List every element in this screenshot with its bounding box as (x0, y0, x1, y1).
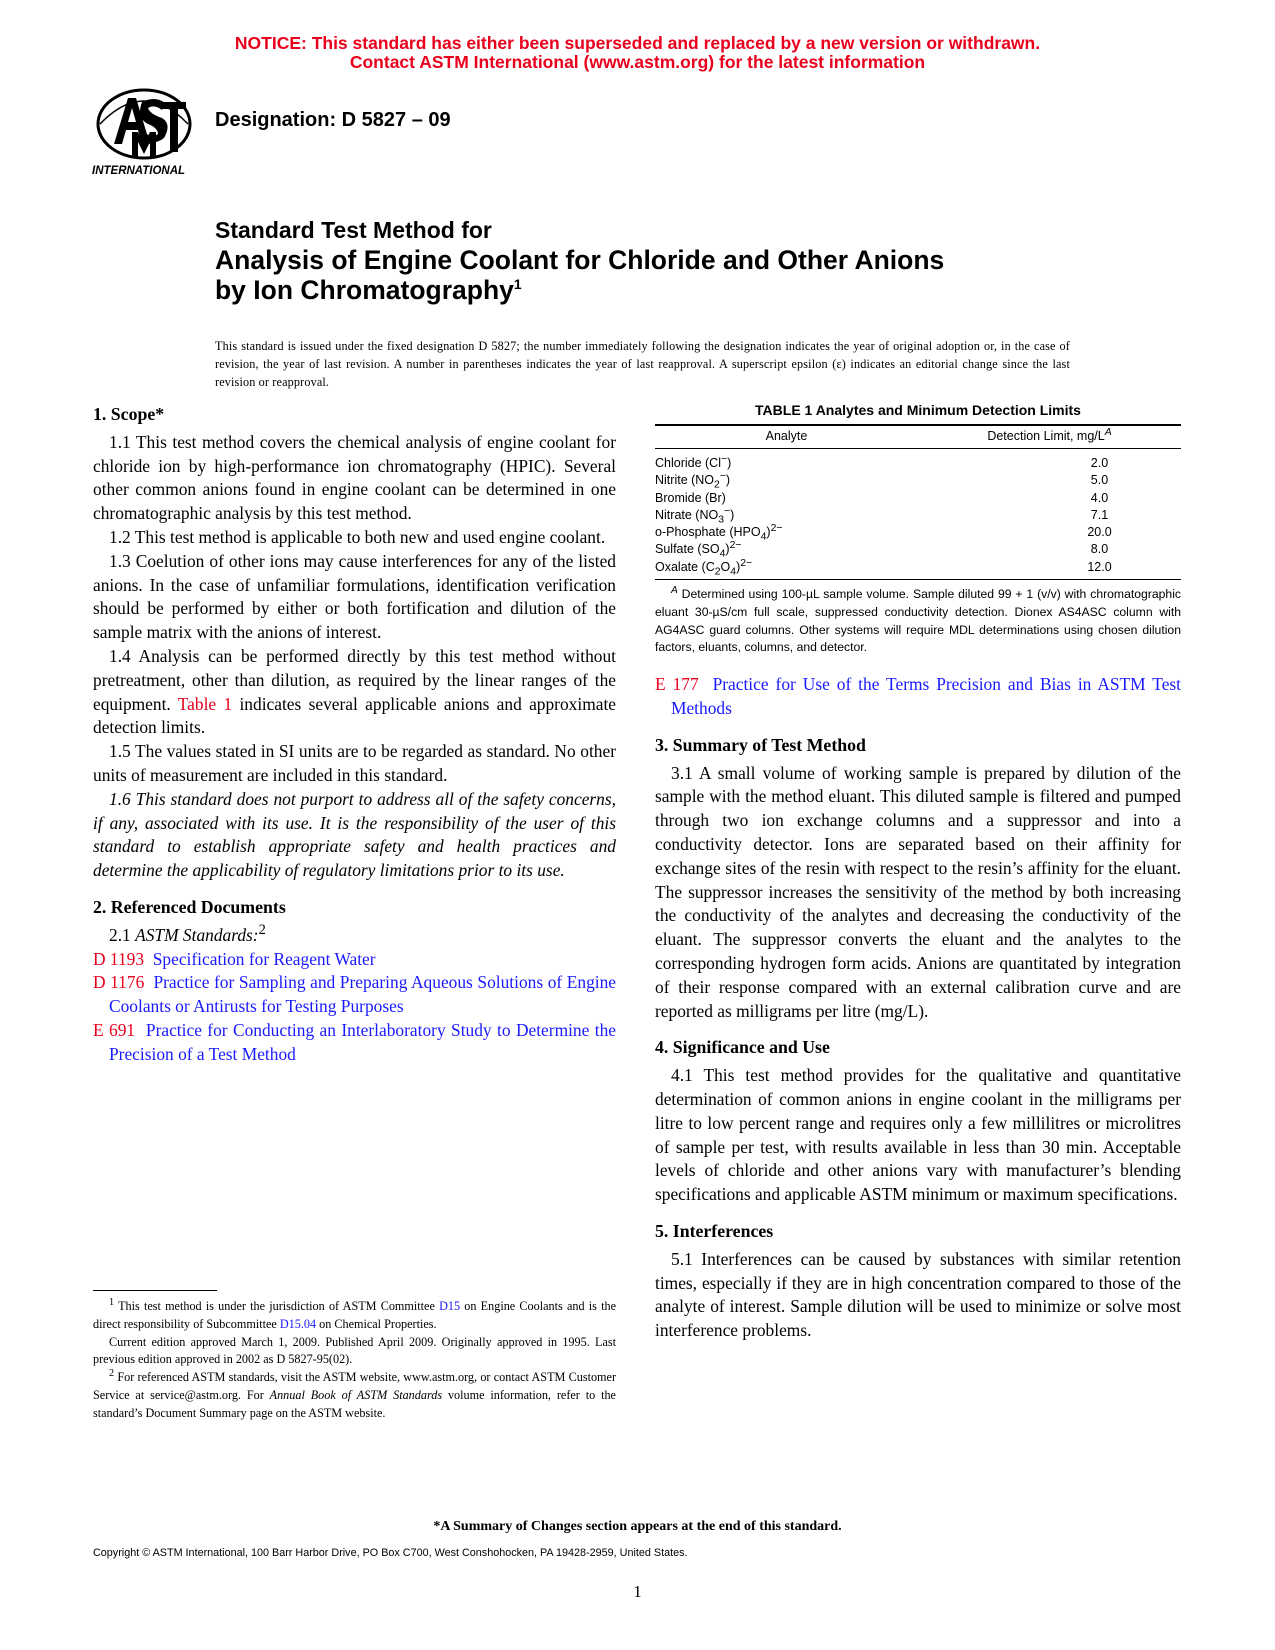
col-limit-label: Detection Limit, mg/L (987, 429, 1105, 443)
title-footnote-mark: 1 (513, 276, 522, 293)
para-1-1: 1.1 This test method covers the chemical analysis of engine coolant for chloride ion by high-performance ion chromatography (HPIC). Several other common anions found in engine coolant can be determined in one chromatographic analysis by this test method. (93, 431, 616, 524)
ref-code[interactable]: D 1176 (93, 972, 145, 993)
ref-title[interactable]: Practice for Conducting an Interlaboratory Study to Determine the Precision of a Test Method (109, 1019, 616, 1064)
footnote-rule (93, 1290, 217, 1291)
footnote-1-mark: 1 (109, 1296, 115, 1308)
ref-title[interactable]: Practice for Sampling and Preparing Aqueous Solutions of Engine Coolants or Antirusts for Testing Purposes (109, 972, 617, 1017)
astm-logo (92, 88, 200, 184)
section-3-heading: 3. Summary of Test Method (655, 734, 866, 755)
para-5-1: 5.1 Interferences can be caused by substances with similar retention times, especially if they are in high concentration compared to those of the analyte of interest. Sample dilution will be used to minimize or solve most interference problems. (655, 1248, 1181, 1341)
footnote-1-text-3: on Chemical Properties. (316, 1316, 437, 1331)
analyte-subscript: 2 (714, 479, 720, 491)
logo-text: INTERNATIONAL (92, 165, 186, 177)
analyte-charge: 2− (770, 523, 783, 535)
table-1-title: TABLE 1 Analytes and Minimum Detection Limits (755, 402, 1081, 418)
notice-line-1: NOTICE: This standard has either been superseded and replaced by a new version or withdrawn. (234, 33, 1041, 53)
para-2-1-number: 2.1 (109, 924, 136, 945)
table-row (655, 490, 1181, 507)
analyte-charge: − (721, 453, 728, 465)
col-limit-footnote-mark: A (1104, 426, 1112, 438)
analyte-subscript: 3 (718, 514, 724, 526)
footnotes (93, 1298, 616, 1423)
analyte-tail: ) (736, 559, 741, 574)
copyright: Copyright © ASTM International, 100 Barr Harbor Drive, PO Box C700, West Conshohocken, PA 19428-2959, United States. (93, 1547, 688, 1559)
para-1-6: 1.6 This standard does not purport to address all of the safety concerns, if any, associated with its use. It is the responsibility of the user of this standard to establish appropriate safety and health practices and determine the applicability of regulatory limitations prior to its use. (93, 788, 616, 881)
limit-cell: 12.0 (1087, 559, 1112, 574)
para-2-1-footnote-mark: 2 (258, 921, 266, 938)
analyte-subscript-2: 4 (730, 566, 737, 578)
title-line-1: Standard Test Method for (215, 217, 492, 243)
section-4-heading: 4. Significance and Use (655, 1037, 830, 1058)
analyte-cell (655, 472, 918, 489)
para-1-4-text: 1.4 Analysis can be performed directly by this test method without pretreatment, other than dilution, as required by the linear ranges of the equipment. (93, 645, 616, 714)
section-1-heading: 1. Scope* (93, 404, 165, 424)
document-title (215, 215, 944, 305)
table-header-row (655, 425, 1181, 449)
analyte-name: o-Phosphate (HPO (655, 525, 761, 540)
para-2-1-label: ASTM Standards: (135, 924, 259, 945)
ref-code[interactable]: E 177 (655, 674, 699, 695)
footnote-1-text-2: on Engine Coolants and is the direct responsibility of Subcommittee (93, 1299, 616, 1331)
footnote-2 (93, 1369, 616, 1422)
table-footnote-text: Determined using 100-µL sample volume. Sample diluted 99 + 1 (v/v) with chromatographic eluant 30-µS/cm full scale, suppressed conductivity detection. Dionex AS4ASC column with AG4ASC guard columns. Other systems will require MDL determinations using chosen dilution factors, eluants, columns, and detector. (655, 587, 1181, 655)
ref-e177[interactable] (655, 673, 1181, 721)
right-body (655, 673, 1181, 1343)
analyte-tail: ) (725, 542, 730, 557)
analyte-subscript: 4 (760, 531, 767, 543)
footnote-2-mark: 2 (109, 1368, 115, 1380)
table-footnote-mark: A (671, 585, 678, 597)
analyte-charge: − (719, 471, 726, 483)
col-analyte-header: Analyte (655, 425, 918, 449)
analyte-tail: ) (730, 507, 735, 522)
analyte-subscript: 2 (714, 566, 721, 578)
para-4-1: 4.1 This test method provides for the qualitative and quantitative determination of common anions in engine coolant in the milligrams per litre to low percent range and requires only a few millilitres or microlitres of sample per test, with results available in less than 30 min. Acceptable levels of chloride and other anions vary with manufacturer’s blending specifications and applicable ASTM minimum or maximum specifications. (655, 1065, 1181, 1205)
table-1-footnote (655, 586, 1181, 657)
para-1-3: 1.3 Coelution of other ions may cause interferences for any of the listed anions. In the case of unfamiliar formulations, identification verification should be performed by either or both fortification and dilution of the sample matrix with the anions of interest. (93, 550, 616, 643)
table-row (655, 559, 1181, 580)
page-number: 1 (633, 1582, 642, 1601)
analyte-cell (655, 541, 918, 558)
title-line-3 (215, 275, 944, 305)
ref-code[interactable]: E 691 (93, 1019, 136, 1040)
analyte-cell (655, 524, 918, 541)
analyte-name: Nitrate (NO (655, 507, 719, 522)
committee-d15-link[interactable]: D15 (439, 1299, 461, 1313)
analyte-name: Sulfate (SO (655, 542, 720, 557)
analyte-cell (655, 455, 918, 472)
footnote-edition: Current edition approved March 1, 2009. Published April 2009. Originally approved in 1995. Last previous edition approved in 2002 as D 5827-95(02). (93, 1334, 616, 1367)
table-row (655, 455, 1181, 472)
analyte-cell (655, 559, 918, 580)
analyte-tail: ) (725, 473, 731, 488)
para-1-2: 1.2 This test method is applicable to both new and used engine coolant. (109, 526, 606, 547)
subcommittee-d15-04-link[interactable]: D15.04 (279, 1316, 317, 1331)
limit-cell: 5.0 (1090, 473, 1109, 488)
table-row (655, 541, 1181, 558)
limit-cell: 8.0 (1090, 542, 1109, 557)
table-row (655, 507, 1181, 524)
para-1-4 (93, 645, 616, 740)
issuance-note: This standard is issued under the fixed designation D 5827; the number immediately following the designation indicates the year of original adoption or, in the case of revision, the year of last revision. A number in parentheses indicates the year of last reapproval. A superscript epsilon (ε) indicates an editorial change since the last revision or reapproval. (215, 339, 1070, 389)
limit-cell: 2.0 (1090, 456, 1109, 470)
astm-logo-icon (92, 88, 200, 184)
designation: Designation: D 5827 – 09 (215, 109, 451, 131)
footnote-1-text: This test method is under the jurisdiction of ASTM Committee (114, 1299, 440, 1313)
left-column (93, 403, 616, 1067)
col-limit-header (918, 425, 1181, 449)
para-2-1 (93, 921, 616, 948)
title-line-2: Analysis of Engine Coolant for Chloride and Other Anions (215, 245, 945, 275)
ref-code[interactable]: D 1193 (93, 948, 145, 969)
analyte-subscript: 4 (719, 548, 726, 560)
analyte-charge: 2− (729, 540, 742, 552)
section-5-heading: 5. Interferences (655, 1221, 774, 1241)
table-1-link[interactable]: Table 1 (177, 693, 233, 714)
ref-d1193[interactable] (93, 948, 616, 972)
table-row (655, 524, 1181, 541)
analyte-name: Chloride (Cl (655, 456, 721, 470)
footnote-1 (93, 1298, 616, 1334)
ref-d1176[interactable] (93, 971, 616, 1019)
limit-cell: 20.0 (1087, 525, 1112, 540)
analyte-charge: 2− (740, 557, 753, 569)
analyte-tail: ) (727, 456, 732, 470)
section-2-heading: 2. Referenced Documents (93, 896, 286, 917)
right-column (655, 402, 1181, 1343)
table-row (655, 472, 1181, 489)
footnote-2-text-2: volume information, refer to the standard’s Document Summary page on the ASTM website. (93, 1387, 616, 1420)
analyte-name: Oxalate (C (655, 559, 715, 574)
ref-e691[interactable] (93, 1019, 616, 1067)
limit-cell: 7.1 (1090, 507, 1109, 522)
analyte-tail: ) (766, 525, 771, 540)
footnote-2-text: For referenced ASTM standards, visit the ASTM website, www.astm.org, or contact ASTM Customer Service at service@astm.org. For (93, 1370, 616, 1402)
notice-line-2: Contact ASTM International (www.astm.org) for the latest information (349, 52, 926, 72)
table-1 (655, 424, 1181, 580)
footnote-2-italic: Annual Book of ASTM Standards (269, 1387, 443, 1402)
para-1-4-text-end: indicates several applicable anions and approximate detection limits. (93, 693, 616, 738)
ref-title[interactable]: Practice for Use of the Terms Precision and Bias in ASTM Test Methods (671, 674, 1182, 719)
analyte-cell (655, 507, 918, 524)
ref-title[interactable]: Specification for Reagent Water (152, 948, 376, 969)
withdrawal-notice (0, 34, 1275, 72)
analyte-charge: − (724, 505, 731, 517)
summary-of-changes-note: *A Summary of Changes section appears at the end of this standard. (433, 1519, 842, 1534)
limit-cell: 4.0 (1090, 490, 1109, 505)
para-1-5: 1.5 The values stated in SI units are to be regarded as standard. No other units of measurement are included in this standard. (93, 741, 616, 785)
analyte-cell (655, 490, 918, 507)
analyte-mid: O (720, 559, 731, 574)
analyte-name: Nitrite (NO (655, 473, 715, 488)
title-line-3-text: by Ion Chromatography (215, 275, 514, 305)
para-3-1: 3.1 A small volume of working sample is prepared by dilution of the sample with the method eluant. This diluted sample is filtered and pumped through two ion exchange columns and a suppressor and into a conductivity detector. Ions are separated based on their affinity for exchange sites of the resin with respect to the resin’s affinity for the eluant. The suppressor increases the sensitivity of the method by both increasing the conductivity of the analytes and decreasing the conductivity of the eluant. The suppressor converts the eluant and the analytes to the corresponding hydrogen form acids. Anions are quantitated by integration of their response compared with an external calibration curve and are reported as milligrams per litre (mg/L). (655, 762, 1181, 1021)
analyte-name: Bromide (Br) (655, 490, 726, 505)
